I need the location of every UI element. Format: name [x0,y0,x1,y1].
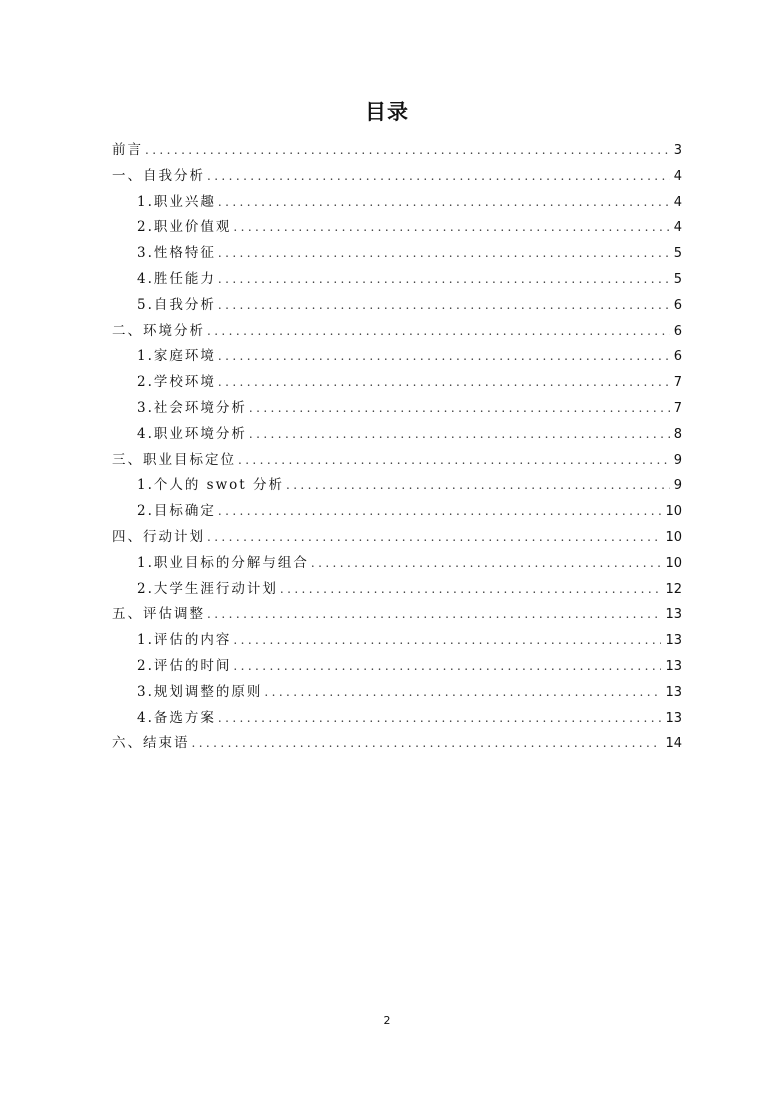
toc-entry-career-goal[interactable] [112,448,682,474]
toc-entry-label: 2.评估的时间 [137,657,232,674]
toc-entry-label: 4.胜任能力 [137,270,216,287]
toc-entry-preface[interactable] [112,138,682,164]
dot-leader [249,422,670,448]
toc-entry-competence[interactable] [112,267,682,293]
toc-entry-label: 前言 [112,142,143,158]
dot-leader [207,164,670,190]
toc-entry-page: 5 [673,246,682,262]
dot-leader [238,448,670,474]
toc-entry-career-values[interactable] [112,215,682,241]
toc-entry-label: 三、职业目标定位 [112,451,236,468]
toc-entry-label: 4.备选方案 [137,709,216,726]
toc-entry-self-analysis[interactable] [112,164,682,190]
toc-entry-label: 1.家庭环境 [137,348,216,365]
toc-entry-label: 2.目标确定 [137,503,216,520]
dot-leader [249,396,670,422]
toc-entry-label: 3.社会环境分析 [137,399,247,416]
toc-entry-page: 6 [673,323,682,339]
toc-entry-backup-plan[interactable] [112,706,682,732]
toc-entry-swot-analysis[interactable] [112,473,682,499]
toc-entry-page: 13 [665,633,682,649]
dot-leader [218,267,670,293]
toc-entry-label: 2.职业价值观 [137,219,232,236]
toc-entry-page: 13 [665,684,682,700]
toc-entry-label: 一、自我分析 [112,167,205,184]
dot-leader [218,706,662,732]
toc-entry-self-analysis-sub[interactable] [112,293,682,319]
dot-leader [218,499,662,525]
toc-entry-page: 3 [673,143,682,158]
dot-leader [280,577,662,603]
dot-leader [264,680,661,706]
toc-entry-college-plan[interactable] [112,577,682,603]
toc-entry-page: 10 [665,529,682,545]
toc-entry-page: 12 [665,581,682,597]
toc-entry-career-environment[interactable] [112,422,682,448]
toc-entry-evaluation-time[interactable] [112,654,682,680]
toc-entry-page: 6 [673,349,682,365]
toc-entry-evaluation-content[interactable] [112,628,682,654]
toc-entry-page: 6 [673,297,682,313]
toc-entry-career-interest[interactable] [112,190,682,216]
toc-entry-page: 10 [665,504,682,520]
dot-leader [233,215,669,241]
toc-entry-label: 1.评估的内容 [137,632,232,649]
dot-leader [207,319,670,345]
toc-entry-label: 1.职业目标的分解与组合 [137,554,309,571]
dot-leader [218,344,670,370]
toc-entry-social-environment[interactable] [112,396,682,422]
toc-entry-label: 4.职业环境分析 [137,425,247,442]
toc-entry-page: 8 [673,426,682,442]
toc-entry-label: 1.个人的 swot 分析 [137,477,284,494]
toc-entry-label: 五、评估调整 [112,606,205,623]
dot-leader [233,654,661,680]
toc-entry-goal-breakdown[interactable] [112,551,682,577]
toc-entry-page: 4 [673,194,682,210]
toc-entry-page: 4 [673,168,682,184]
toc-entry-page: 4 [673,220,682,236]
toc-entry-page: 14 [665,736,682,752]
toc-entry-page: 7 [673,375,682,391]
dot-leader [311,551,662,577]
toc-entry-label: 5.自我分析 [137,296,216,313]
toc-entry-page: 9 [673,478,682,494]
dot-leader [145,138,670,164]
toc-entry-label: 3.性格特征 [137,245,216,262]
toc-entry-evaluation[interactable] [112,602,682,628]
toc-entry-page: 10 [665,555,682,571]
dot-leader [218,370,670,396]
dot-leader [233,628,661,654]
toc-entry-page: 7 [673,400,682,416]
toc-entry-label: 2.大学生涯行动计划 [137,580,278,597]
toc-entry-label: 1.职业兴趣 [137,193,216,210]
toc-entry-label: 3.规划调整的原则 [137,683,263,700]
toc-entry-environment-analysis[interactable] [112,319,682,345]
toc-entry-page: 13 [665,710,682,726]
dot-leader [218,293,670,319]
toc-entry-family-environment[interactable] [112,344,682,370]
dot-leader [207,525,661,551]
dot-leader [192,731,662,757]
toc-entry-label: 六、结束语 [112,735,190,752]
toc-entry-action-plan[interactable] [112,525,682,551]
dot-leader [218,190,670,216]
toc-entry-school-environment[interactable] [112,370,682,396]
dot-leader [207,602,661,628]
page-number: 2 [383,1014,391,1027]
toc-entry-page: 13 [665,607,682,623]
toc-entry-page: 13 [665,658,682,674]
toc-entry-goal-setting[interactable] [112,499,682,525]
toc-entry-page: 9 [673,452,682,468]
toc-entry-label: 四、行动计划 [112,528,205,545]
toc-entry-adjustment-principles[interactable] [112,680,682,706]
toc-entry-label: 2.学校环境 [137,374,216,391]
toc-entry-page: 5 [673,271,682,287]
toc-entry-conclusion[interactable] [112,731,682,757]
toc-entry-personality[interactable] [112,241,682,267]
table-of-contents [112,138,682,757]
dot-leader [218,241,670,267]
toc-title: 目录 [365,100,409,124]
toc-entry-label: 二、环境分析 [112,322,205,339]
dot-leader [286,473,670,499]
